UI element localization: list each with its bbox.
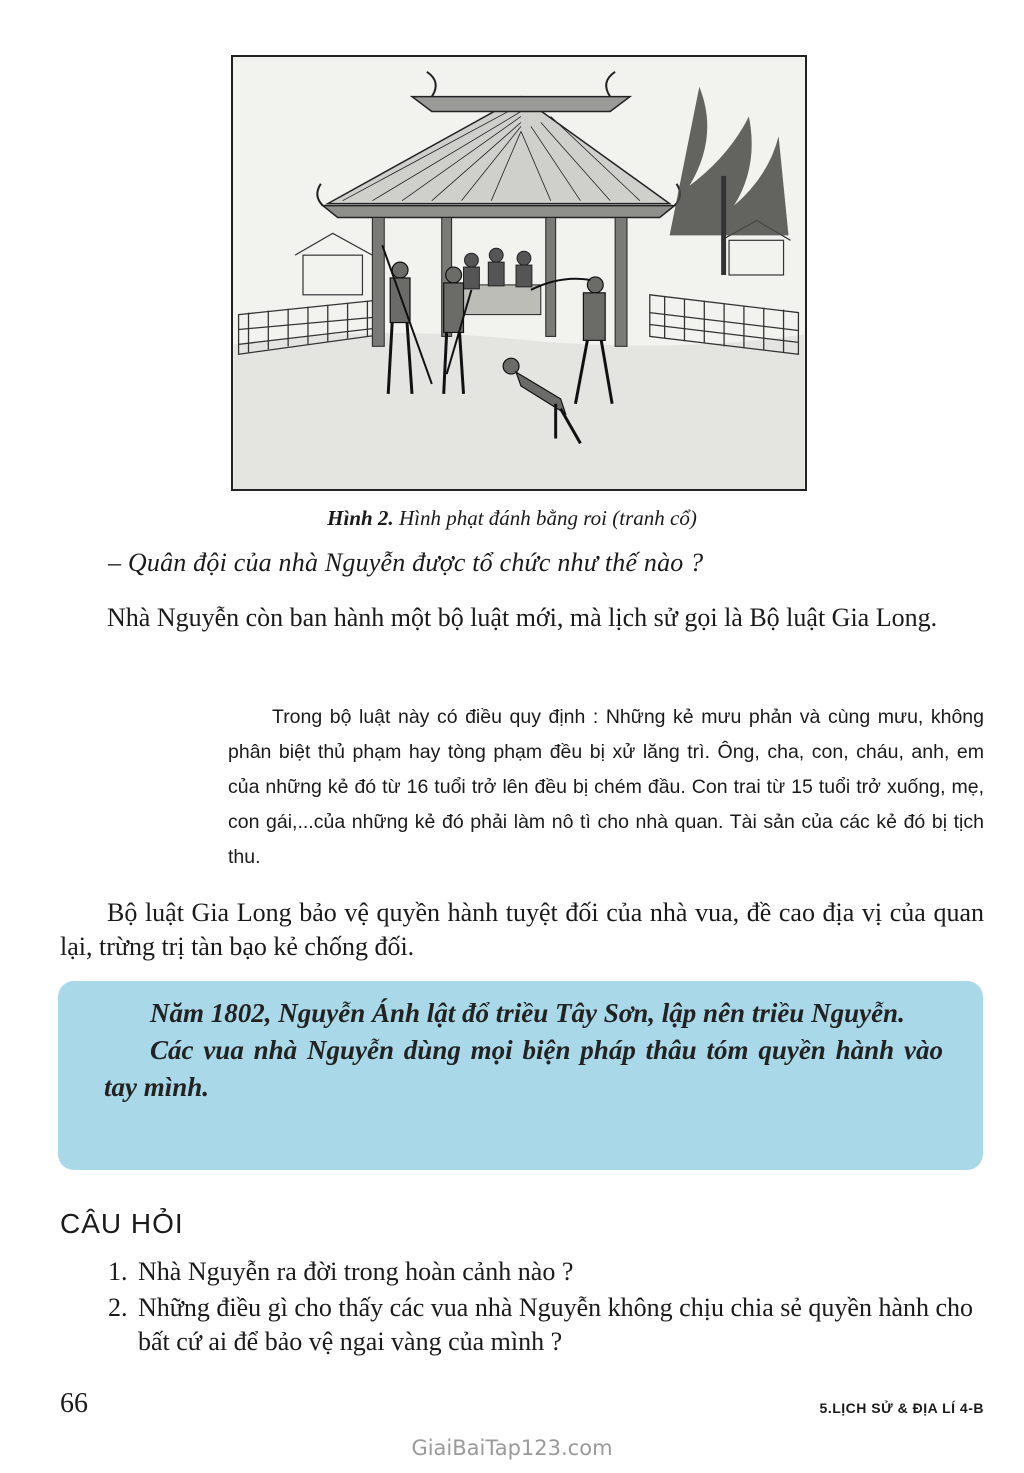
question-item: [60, 1291, 984, 1359]
question-text: Những điều gì cho thấy các vua nhà Nguyễn không chịu chia sẻ quyền hành cho bất cứ ai để bảo vệ ngai vàng của mình ?: [138, 1293, 974, 1356]
punishment-illustration-image: [233, 57, 805, 489]
question-text: Nhà Nguyễn ra đời trong hoàn cảnh nào ?: [138, 1257, 574, 1286]
figure-caption-label: Hình 2.: [327, 506, 394, 530]
figure-caption-text: Hình phạt đánh bằng roi (tranh cổ): [393, 506, 697, 530]
figure-illustration: [231, 55, 807, 491]
summary-line-2: Các vua nhà Nguyễn dùng mọi biện pháp thâu tóm quyền hành vào tay mình.: [104, 1035, 943, 1102]
questions-list: [60, 1255, 984, 1361]
book-code: 5.LỊCH SỬ & ĐỊA LÍ 4-B: [819, 1400, 984, 1416]
page-number: 66: [60, 1388, 88, 1419]
paragraph-code-purpose: Bộ luật Gia Long bảo vệ quyền hành tuyệt đối của nhà vua, đề cao địa vị của quan lại, trừng trị tàn bạo kẻ chống đối.: [60, 898, 984, 961]
figure-caption: [0, 506, 1024, 531]
watermark: GiaiBaiTap123.com: [411, 1436, 613, 1460]
questions-title: CÂU HỎI: [60, 1208, 184, 1239]
paragraph-gia-long-code: Nhà Nguyễn còn ban hành một bộ luật mới, mà lịch sử gọi là Bộ luật Gia Long.: [107, 603, 938, 632]
discussion-question: – Quân đội của nhà Nguyễn được tổ chức như thế nào ?: [108, 548, 704, 577]
law-excerpt-quote: Trong bộ luật này có điều quy định : Những kẻ mưu phản và cùng mưu, không phân biệt thủ phạm hay tòng phạm đều bị xử lăng trì. Ông, cha, con, cháu, anh, em của những kẻ đó từ 16 tuổi trở lên đều bị chém đầu. Con trai từ 15 tuổi trở xuống, mẹ, con gái,...của những kẻ đó phải làm nô tì cho nhà quan. Tài sản của các kẻ đó bị tịch thu.: [228, 706, 984, 868]
question-number: 1.: [108, 1257, 128, 1286]
summary-line-1: Năm 1802, Nguyễn Ánh lật đổ triều Tây Sơn, lập nên triều Nguyễn.: [150, 998, 905, 1028]
question-item: [60, 1255, 984, 1289]
summary-box: [58, 981, 983, 1170]
question-number: 2.: [108, 1293, 128, 1322]
